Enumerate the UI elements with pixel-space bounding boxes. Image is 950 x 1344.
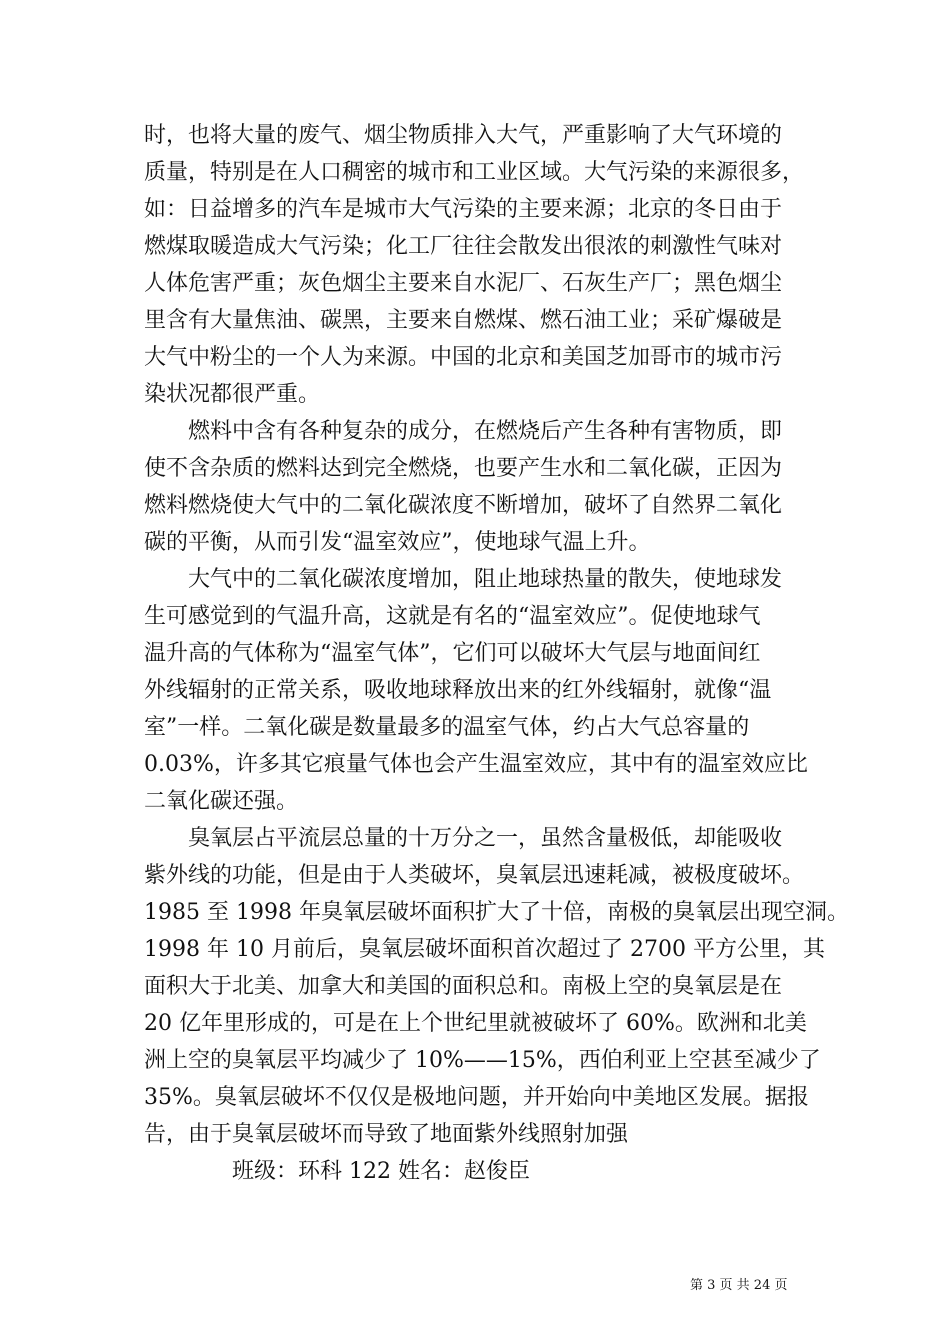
text-line: 二氧化碳还强。 (144, 789, 299, 814)
text-line: 里含有大量焦油、碳黑，主要来自燃煤、燃石油工业；采矿爆破是 (144, 308, 783, 333)
text-line: 燃料燃烧使大气中的二氧化碳浓度不断增加，破坏了自然界二氧化 (144, 493, 783, 518)
paragraph (144, 820, 849, 1153)
text-line: 使不含杂质的燃料达到完全燃烧，也要产生水和二氧化碳，正因为 (144, 456, 783, 481)
text-line: 质量，特别是在人口稠密的城市和工业区域。大气污染的来源很多， (144, 160, 805, 185)
text-line: 室”一样。二氧化碳是数量最多的温室气体，约占大气总容量的 (144, 715, 750, 740)
text-line: 面积大于北美、加拿大和美国的面积总和。南极上空的臭氧层是在 (144, 974, 783, 999)
text-line: 大气中粉尘的一个人为来源。中国的北京和美国芝加哥市的城市污 (144, 345, 783, 370)
text-line: 20 亿年里形成的，可是在上个世纪里就被破坏了 60%。欧洲和北美 (144, 1011, 807, 1036)
text-line: 燃煤取暖造成大气污染；化工厂往往会散发出很浓的刺激性气味对 (144, 234, 783, 259)
text-line: 燃料中含有各种复杂的成分，在燃烧后产生各种有害物质，即 (188, 419, 783, 444)
paragraph (144, 117, 814, 413)
text-line: 碳的平衡，从而引发“温室效应”，使地球气温上升。 (144, 530, 651, 555)
text-line: 人体危害严重；灰色烟尘主要来自水泥厂、石灰生产厂；黑色烟尘 (144, 271, 783, 296)
text-line: 染状况都很严重。 (144, 382, 321, 407)
paragraph (144, 413, 814, 561)
text-line: 0.03%，许多其它痕量气体也会产生温室效应，其中有的温室效应比 (144, 752, 808, 777)
text-line: 时，也将大量的废气、烟尘物质排入大气，严重影响了大气环境的 (144, 123, 783, 148)
text-line: 洲上空的臭氧层平均减少了 10%——15%，西伯利亚上空甚至减少了 (144, 1048, 821, 1073)
text-line: 如：日益增多的汽车是城市大气污染的主要来源；北京的冬日由于 (144, 197, 783, 222)
text-line: 紫外线的功能，但是由于人类破坏，臭氧层迅速耗减，被极度破坏。 (144, 863, 805, 888)
text-line: 告，由于臭氧层破坏而导致了地面紫外线照射加强 (144, 1122, 629, 1147)
author-signature: 班级：环科 122 姓名：赵俊臣 (232, 1159, 530, 1184)
text-line: 大气中的二氧化碳浓度增加，阻止地球热量的散失，使地球发 (188, 567, 783, 592)
page-number: 第 3 页 共 24 页 (690, 1278, 788, 1293)
paragraph (144, 561, 814, 820)
text-line: 温升高的气体称为“温室气体”，它们可以破坏大气层与地面间红 (144, 641, 761, 666)
text-line: 外线辐射的正常关系，吸收地球释放出来的红外线辐射，就像“温 (144, 678, 772, 703)
text-line: 生可感觉到的气温升高，这就是有名的“温室效应”。促使地球气 (144, 604, 761, 629)
text-line: 1985 至 1998 年臭氧层破坏面积扩大了十倍，南极的臭氧层出现空洞。 (144, 900, 849, 925)
text-line: 1998 年 10 月前后，臭氧层破坏面积首次超过了 2700 平方公里，其 (144, 937, 825, 962)
text-line: 35%。臭氧层破坏不仅仅是极地问题，并开始向中美地区发展。据报 (144, 1085, 809, 1110)
text-line: 臭氧层占平流层总量的十万分之一，虽然含量极低，却能吸收 (188, 826, 783, 851)
document-body (144, 117, 849, 1190)
